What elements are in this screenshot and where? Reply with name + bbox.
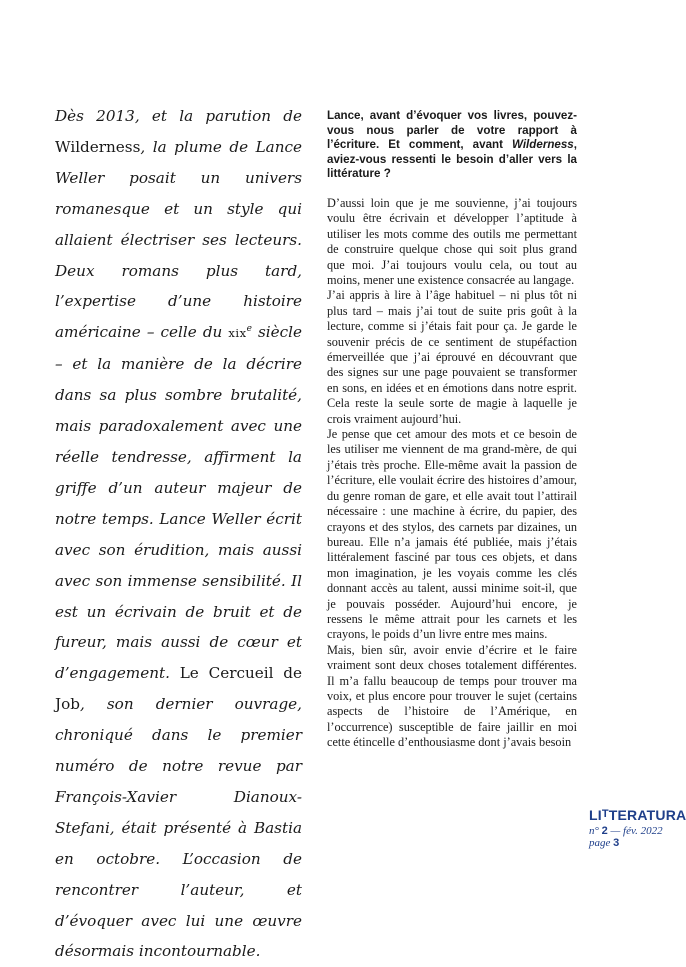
book-title-wilderness: Wilderness xyxy=(55,137,141,156)
answer-paragraph: Mais, bien sûr, avoir envie d’écrire et le faire vraiment sont deux choses totalement différentes. Il m’a fallu beaucoup de temps pour trouver ma voix, et plus encore pour trouver le sujet (certains aspects de l’histoire de l’Amérique, en l’occurrence) susceptible de faire jaillir en moi cette étincelle d’enthousiasme dont j’avais besoin xyxy=(327,642,577,750)
interview-column xyxy=(327,109,577,751)
intro-paragraph xyxy=(55,101,302,967)
interview-answer xyxy=(327,196,577,751)
intro-text-4: , son dernier ouvrage, chroniqué dans le premier numéro de notre revue par François-Xavier Dianoux-Stefani, était présenté à Bastia en octobre. L’occasion de rencontrer l’auteur, et d’évoquer avec lui une œuvre désormais incontournable. xyxy=(55,695,302,961)
magazine-logo xyxy=(589,807,686,825)
intro-text-3: siècle – et la manière de la décrire dans sa plus sombre brutalité, mais paradoxalement avec une réelle tendresse, affirment la griffe d’un auteur majeur de notre temps. Lance Weller écrit avec son érudition, mais aussi avec son immense sensibilité. Il est un écrivain de bruit et de fureur, mais aussi de cœur et d’engagement. xyxy=(55,323,302,683)
issue-number: 2 xyxy=(601,825,608,837)
intro-text-2: , la plume de Lance Weller posait un univers romanesque et un style qui allaient électriser ses lecteurs. Deux romans plus tard, l’expertise d’une histoire américaine – celle du xyxy=(55,137,302,342)
answer-paragraph: D’aussi loin que je me souvienne, j’ai toujours voulu être écrivain et développer l’aptitude à utiliser les mots comme des outils me permettant de construire quelque chose qui soit plus grand que moi. J’ai toujours voulu cela, ou tout au moins, mener une existence consacrée au langage. xyxy=(327,195,577,287)
book-title-cercueil: Le Cercueil de Job xyxy=(55,664,302,714)
intro-column xyxy=(55,101,302,967)
interview-question xyxy=(327,109,577,182)
issue-info xyxy=(589,825,669,837)
century-numeral: xix xyxy=(228,326,247,341)
issue-date: — fév. 2022 xyxy=(610,825,663,837)
logo-text-a: LI xyxy=(589,807,602,823)
magazine-masthead xyxy=(589,807,686,849)
question-book-title: Wilderness xyxy=(512,138,574,152)
intro-text-1: Dès 2013, et la parution de xyxy=(55,107,302,125)
page-number-block xyxy=(589,837,669,849)
page-label: page xyxy=(589,837,611,849)
answer-paragraph: J’ai appris à lire à l’âge habituel – ni plus tôt ni plus tard – mais j’ai tout de suite pris goût à la lecture, comme si j’étais fait pour ça. Je garde le souvenir précis de ce sentiment de stupéfaction émerveillée que j’ai éprouvé en découvrant que des signes sur une page pouvaient se transformer en sons, en idées et en émotions dans notre esprit. Cela reste la seule sorte de magie à laquelle je crois vraiment aujourd’hui. xyxy=(327,288,577,426)
issue-label: n° xyxy=(589,825,599,837)
question-text-b: , aviez-vous ressenti le besoin d’aller vers la littérature ? xyxy=(327,138,577,181)
answer-paragraph: Je pense que cet amour des mots et ce besoin de les utiliser me viennent de ma grand-mère, de qui j’étais très proche. Elle-même avait la passion de l’écriture, elle voulait écrire des histoires d’amour, du genre roman de gare, et elle avait tout l’attirail nécessaire : une machine à écrire, du papier, des crayons et des stylos, des carnets par dizaines, un bureau. Elle n’a jamais été publiée, mais j’étais littéralement fasciné par tous ces objets, et dans mon imagination, je les voyais comme les clés donnant accès au talent, aussi minime soit-il, que je pouvais posséder. Aujourd’hui encore, je ressens le même attrait pour les carnets et les crayons, le poids d’un livre entre mes mains. xyxy=(327,427,577,642)
century-superscript: e xyxy=(246,324,252,335)
logo-text-b: TERATURA xyxy=(608,807,686,823)
logo-raised-letter: T xyxy=(601,808,609,820)
page-number: 3 xyxy=(613,837,620,849)
question-text-a: Lance, avant d’évoquer vos livres, pouvez-vous nous parler de votre rapport à l’écriture. Et comment, avant xyxy=(327,109,577,152)
